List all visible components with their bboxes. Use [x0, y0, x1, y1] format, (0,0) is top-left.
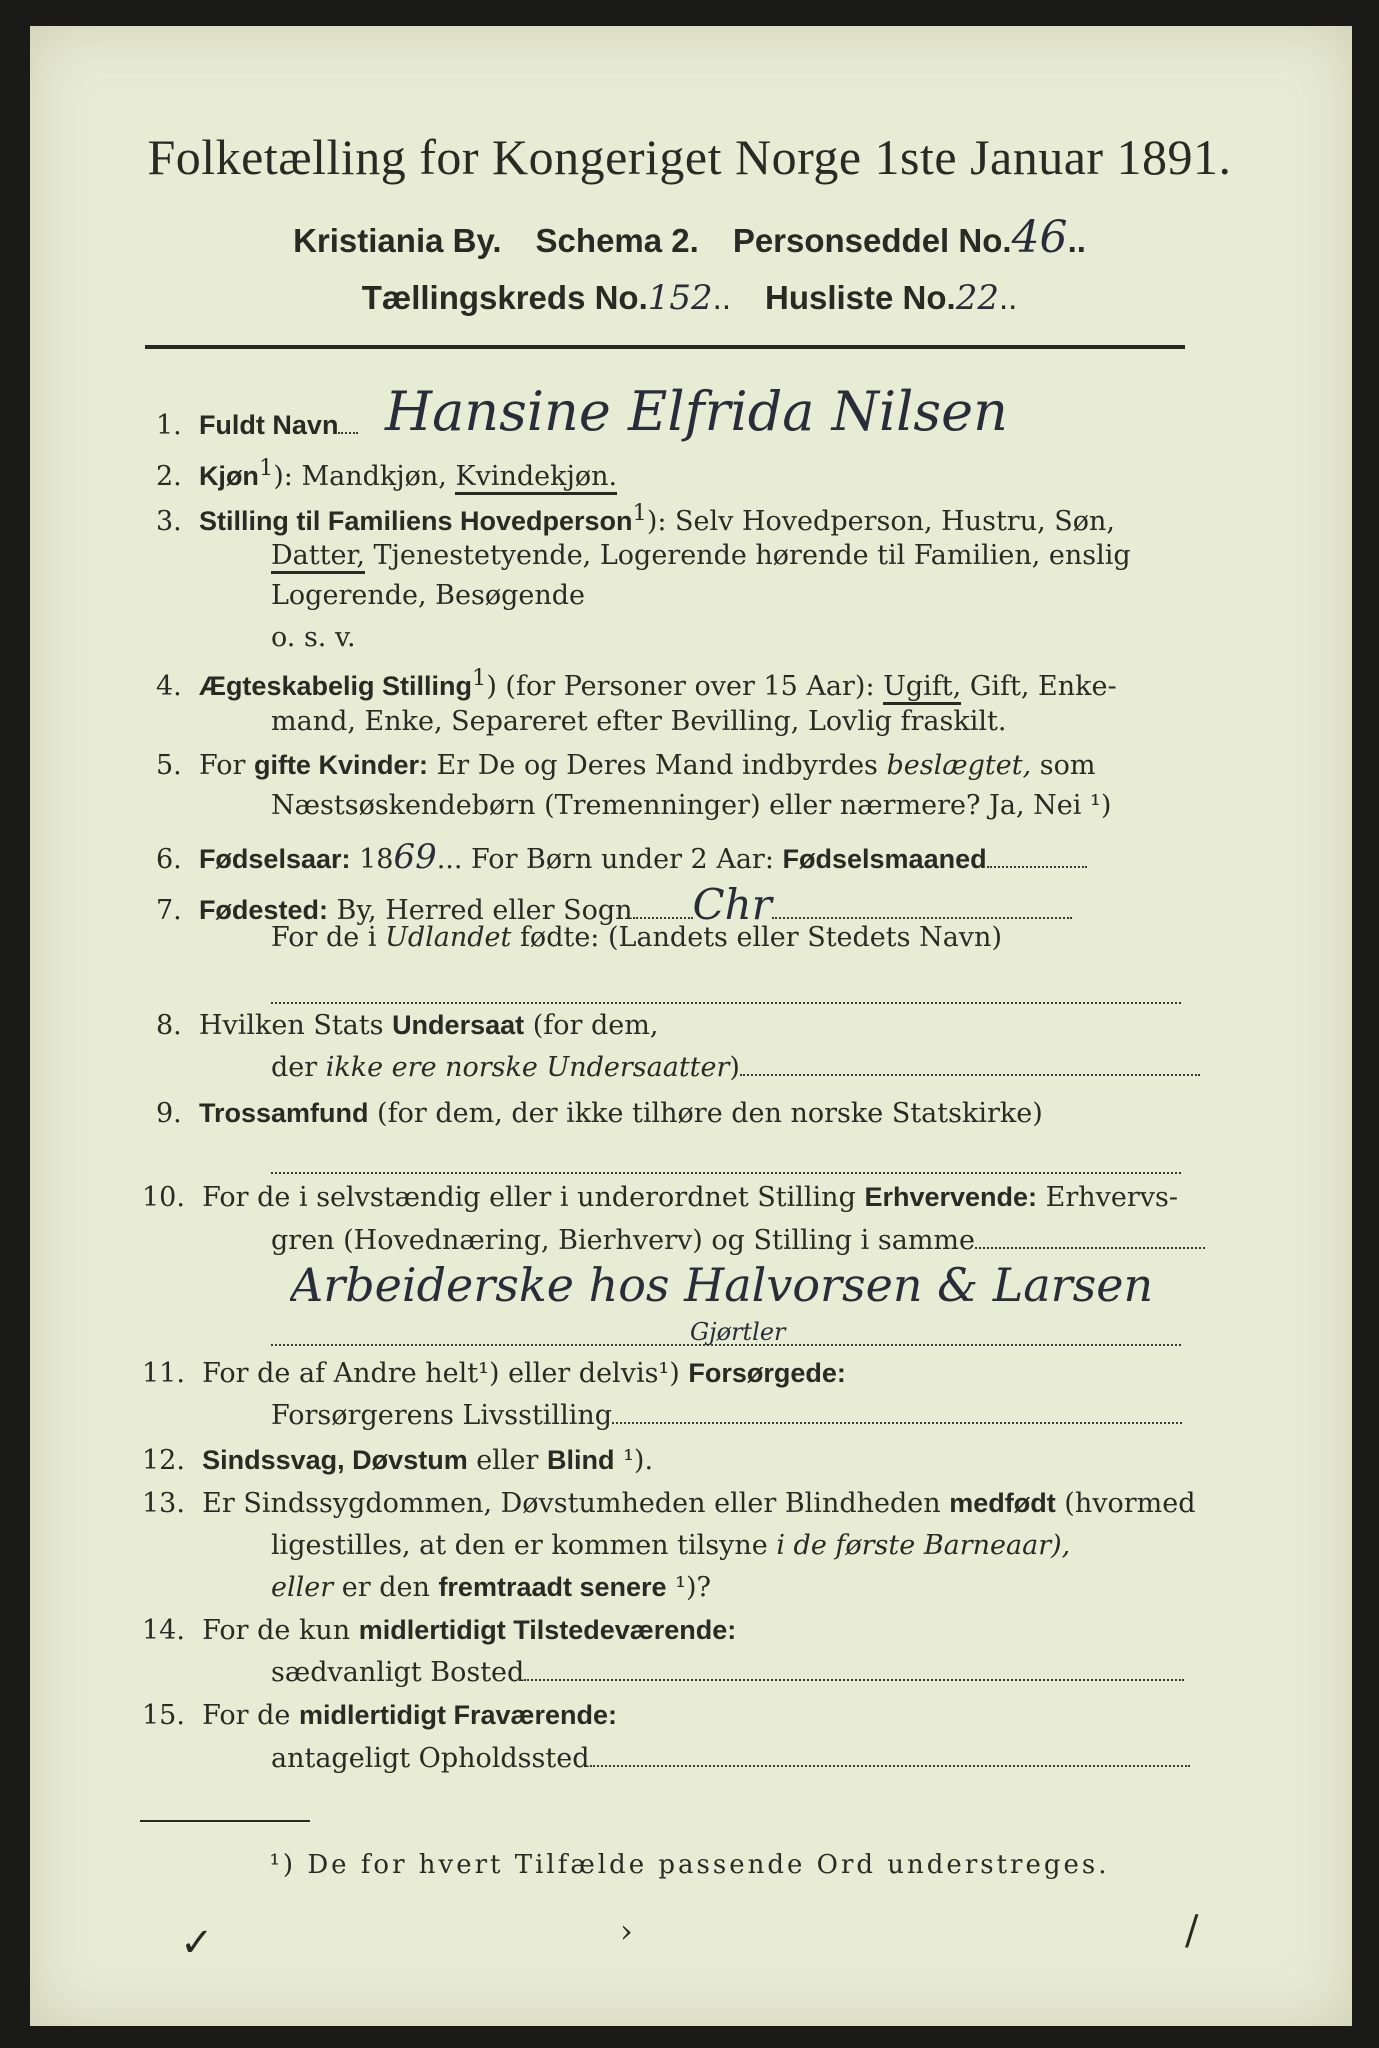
item-8: 8. Hvilken Stats Undersaat (for dem,	[156, 1010, 659, 1041]
form-counting-line: Tællingskreds No.152.. Husliste No.22..	[361, 278, 1018, 318]
item-5: 5. For gifte Kvinder: Er De og Deres Mand indbyrdes beslægtet, som	[156, 750, 1096, 781]
item-13: 13. Er Sindssygdommen, Døvstumheden eller Blindheden medfødt (hvormed	[142, 1488, 1196, 1519]
item-14: 14. For de kun midlertidigt Tilstedeværende:	[142, 1615, 737, 1646]
item-5-line-2: Næstsøskendebørn (Tremenninger) eller nærmere? Ja, Nei ¹)	[271, 790, 1112, 821]
item-7-line-2: For de i Udlandet fødte: (Landets eller Stedets Navn)	[271, 922, 1002, 953]
item-8-line-2: der ikke ere norske Undersaatter)	[271, 1052, 1200, 1083]
item-6: 6. Fødselsaar: 1869... For Børn under 2 Aar: Fødselsmaaned	[156, 837, 1087, 877]
personseddel-number: 46	[1011, 212, 1068, 263]
underlined-ugift: Ugift,	[883, 671, 961, 705]
kreds-label: Tællingskreds No.	[361, 279, 648, 316]
item-9-blank-line	[271, 1150, 1181, 1181]
item-13-line-2: ligestilles, at den er kommen tilsyne i de første Barneaar),	[271, 1530, 1071, 1561]
footnote: ¹) De for hvert Tilfælde passende Ord understreges.	[269, 1850, 1110, 1880]
name-handwritten: Hansine Elfrida Nilsen	[385, 380, 1008, 443]
item-9: 9. Trossamfund (for dem, der ikke tilhøre den norske Statskirke)	[156, 1098, 1043, 1129]
item-label: Fuldt Navn	[198, 410, 339, 440]
item-4-line-2: mand, Enke, Separeret efter Bevilling, Lovlig fraskilt.	[271, 706, 1007, 737]
schema-label: Schema 2.	[535, 222, 699, 259]
birthplace-handwritten: Chr	[692, 880, 772, 929]
occupation-note-handwritten: Gjørtler	[690, 1318, 786, 1346]
form-title: Folketælling for Kongeriget Norge 1ste Januar 1891.	[147, 129, 1232, 185]
tick-mark-3: /	[1185, 1908, 1199, 1954]
item-4: 4. Ægteskabelig Stilling$^1$) (for Personer over 15 Aar): Ugift, Gift, Enke-	[156, 665, 1117, 702]
personseddel-label: Personseddel No.	[732, 222, 1012, 259]
underlined-datter: Datter,	[271, 540, 365, 574]
item-15-line-2: antageligt Opholdssted	[271, 1743, 1190, 1774]
item-11-line-2: Forsørgerens Livsstilling	[271, 1400, 1182, 1431]
item-1	[156, 410, 358, 441]
item-14-line-2: sædvanligt Bosted	[271, 1657, 1184, 1688]
item-13-line-3: eller er den fremtraadt senere ¹)?	[271, 1572, 711, 1603]
header-rule	[145, 345, 1185, 349]
item-3-line-4: o. s. v.	[271, 622, 356, 653]
city-label: Kristiania By.	[293, 222, 502, 259]
item-10: 10. For de i selvstændig eller i underordnet Stilling Erhvervende: Erhvervs-	[142, 1182, 1178, 1213]
form-subtitle: Kristiania By. Schema 2. Personseddel No.46..	[293, 212, 1086, 263]
item-11: 11. For de af Andre helt¹) eller delvis¹) Forsørgede:	[142, 1358, 846, 1389]
occupation-handwritten: Arbeiderske hos Halvorsen & Larsen	[290, 1258, 1154, 1312]
husliste-label: Husliste No.	[765, 279, 956, 316]
underlined-kvindekjon: Kvindekjøn.	[455, 461, 617, 495]
item-3-line-3: Logerende, Besøgende	[271, 580, 585, 611]
item-3-line-2: Datter, Tjenestetyende, Logerende hørende til Familien, enslig	[271, 540, 1131, 571]
item-10-line-2: gren (Hovednæring, Bierhverv) og Stilling i samme	[271, 1225, 1205, 1256]
item-15: 15. For de midlertidigt Fraværende:	[142, 1700, 618, 1731]
birth-year-handwritten: 69	[393, 837, 437, 877]
item-12: 12. Sindssvag, Døvstum eller Blind ¹).	[142, 1445, 654, 1476]
item-3: 3. Stilling til Familiens Hovedperson$^1$): Selv Hovedperson, Hustru, Søn,	[156, 500, 1115, 537]
husliste-number: 22	[955, 278, 999, 318]
item-7: 7. Fødested: By, Herred eller Sogn Chr	[156, 880, 1072, 929]
tick-mark-2: ›	[620, 1912, 633, 1950]
footnote-rule	[140, 1820, 310, 1822]
item-2: 2. Kjøn$^1$): Mandkjøn, Kvindekjøn.	[156, 455, 617, 492]
tick-mark-1: ✓	[180, 1920, 214, 1966]
item-7-blank-line	[271, 980, 1181, 1011]
kreds-number: 152	[647, 278, 713, 318]
item-number: 1.	[156, 410, 182, 441]
